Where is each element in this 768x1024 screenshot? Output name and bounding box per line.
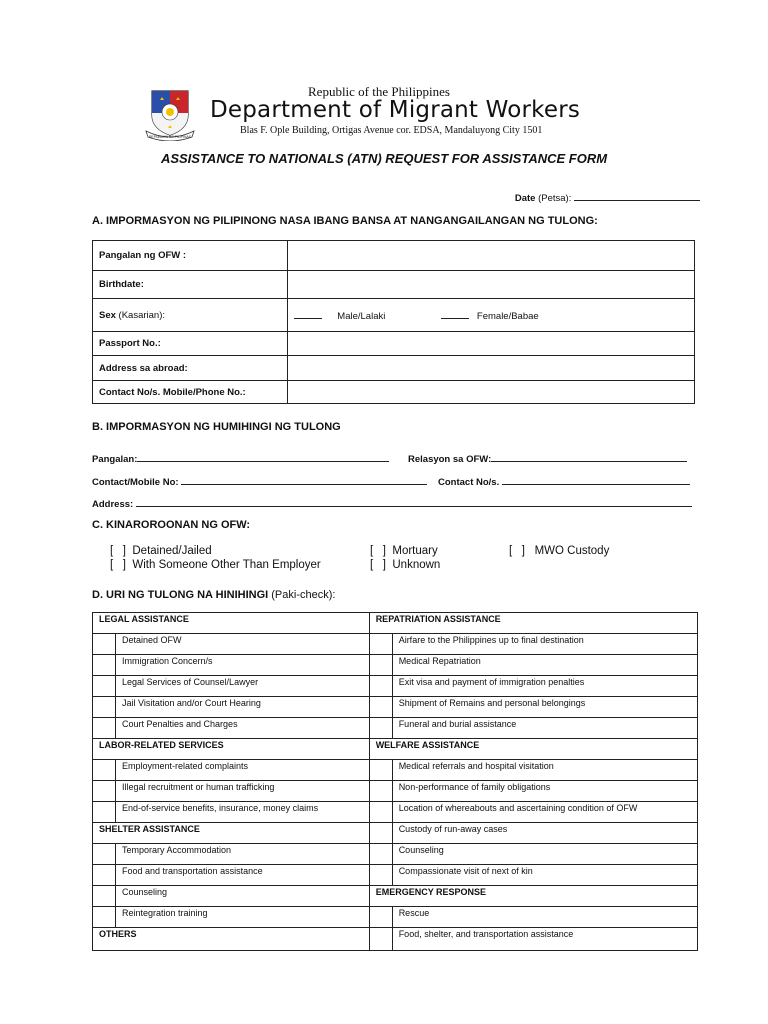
assistance-item: Employment-related complaints [116, 760, 370, 781]
checkbox-cell[interactable] [369, 676, 392, 697]
sex-label-text: Sex [99, 309, 116, 321]
ofw-info-table [92, 240, 695, 404]
checkbox-cell[interactable] [369, 697, 392, 718]
welfare-assistance-header: WELFARE ASSISTANCE [369, 739, 697, 760]
assistance-item: Non-performance of family obligations [392, 781, 697, 802]
assistance-item: Funeral and burial assistance [392, 718, 697, 739]
requester-address-field[interactable] [92, 497, 692, 510]
assistance-item: Airfare to the Philippines up to final destination [392, 634, 697, 655]
assistance-item: Legal Services of Counsel/Lawyer [116, 676, 370, 697]
assistance-item: Food and transportation assistance [116, 865, 370, 886]
checkbox-cell[interactable] [369, 844, 392, 865]
section-d-subtitle: (Paki-check): [271, 589, 336, 601]
checkbox-cell[interactable] [93, 886, 116, 907]
assistance-item: Exit visa and payment of immigration penalties [392, 676, 697, 697]
date-field[interactable] [515, 191, 700, 204]
female-option: Female/Babae [476, 310, 539, 322]
assistance-item: Detained OFW [116, 634, 370, 655]
location-option-detained[interactable]: [ ] Detained/Jailed [110, 545, 212, 557]
location-option-label: Unknown [392, 559, 441, 571]
requester-mobile-line [181, 475, 427, 485]
checkbox-cell[interactable] [369, 802, 392, 823]
assistance-item: Custody of run-away cases [392, 823, 697, 844]
male-option: Male/Lalaki [337, 310, 386, 322]
assistance-item: Counseling [116, 886, 370, 907]
assistance-item: Compassionate visit of next of kin [392, 865, 697, 886]
section-b-title: B. IMPORMASYON NG HUMIHINGI NG TULONG [92, 421, 341, 433]
contact-input[interactable] [288, 381, 695, 404]
location-option-label: Mortuary [392, 545, 438, 557]
checkbox-cell[interactable] [93, 907, 116, 928]
checkbox-cell[interactable] [93, 760, 116, 781]
legal-assistance-header: LEGAL ASSISTANCE [93, 613, 370, 634]
assistance-item: Rescue [392, 907, 697, 928]
checkbox-cell[interactable] [369, 760, 392, 781]
location-option-mwo-custody[interactable]: [ ] MWO Custody [509, 545, 610, 557]
requester-address-label: Address: [92, 499, 134, 510]
checkbox-cell[interactable] [369, 865, 392, 886]
department-address: Blas F. Ople Building, Ortigas Avenue cor. EDSA, Mandaluyong City 1501 [240, 125, 543, 136]
checkbox-cell[interactable] [369, 907, 392, 928]
address-abroad-label: Address sa abroad: [93, 356, 288, 381]
location-option-unknown[interactable]: [ ] Unknown [370, 559, 441, 571]
date-sublabel: (Petsa): [538, 193, 572, 204]
requester-name-label: Pangalan: [92, 454, 138, 465]
checkbox-cell[interactable] [369, 718, 392, 739]
location-option-label: Detained/Jailed [132, 545, 212, 557]
ofw-name-input[interactable] [288, 241, 695, 271]
repatriation-assistance-header: REPATRIATION ASSISTANCE [369, 613, 697, 634]
checkbox-cell[interactable] [93, 697, 116, 718]
assistance-type-table [92, 612, 698, 951]
assistance-item: Jail Visitation and/or Court Hearing [116, 697, 370, 718]
section-d-title-text: D. URI NG TULONG NA HINIHINGI [92, 589, 269, 601]
relation-label: Relasyon sa OFW: [408, 454, 492, 465]
seal-text: REPUBLIKA NG PILIPINAS [148, 135, 192, 139]
requester-contact-field[interactable] [438, 475, 690, 488]
assistance-item: Immigration Concern/s [116, 655, 370, 676]
birthdate-label: Birthdate: [93, 271, 288, 299]
checkbox-cell[interactable] [93, 676, 116, 697]
sex-sublabel: (Kasarian): [118, 309, 166, 321]
checkbox-cell[interactable] [93, 655, 116, 676]
republic-label: Republic of the Philippines [308, 84, 450, 99]
assistance-item: Location of whereabouts and ascertaining condition of OFW [392, 802, 697, 823]
date-line [574, 191, 700, 201]
passport-label: Passport No.: [93, 332, 288, 356]
sex-label [93, 299, 288, 332]
emergency-response-header: EMERGENCY RESPONSE [369, 886, 697, 907]
date-label: Date [514, 193, 536, 204]
requester-name-line [137, 452, 389, 462]
requester-contact-line [502, 475, 690, 485]
checkbox-cell[interactable] [93, 781, 116, 802]
checkbox-cell[interactable] [93, 844, 116, 865]
assistance-item: Counseling [392, 844, 697, 865]
checkbox-cell[interactable] [369, 823, 392, 844]
location-option-label: MWO Custody [534, 545, 610, 557]
contact-label: Contact No/s. Mobile/Phone No.: [93, 381, 288, 404]
assistance-item: Medical referrals and hospital visitation [392, 760, 697, 781]
others-header: OTHERS [93, 928, 370, 951]
female-check-line[interactable] [441, 309, 469, 319]
form-title: ASSISTANCE TO NATIONALS (ATN) REQUEST FOR ASSISTANCE FORM [160, 151, 608, 166]
department-name: Department of Migrant Workers [210, 97, 581, 123]
checkbox-cell[interactable] [93, 802, 116, 823]
assistance-item: Illegal recruitment or human trafficking [116, 781, 370, 802]
assistance-item: Shipment of Remains and personal belongings [392, 697, 697, 718]
checkbox-cell[interactable] [93, 718, 116, 739]
philippine-seal-logo [142, 85, 198, 141]
checkbox-cell[interactable] [369, 928, 392, 951]
requester-name-field[interactable] [92, 452, 389, 465]
relation-field[interactable] [408, 452, 687, 465]
checkbox-cell[interactable] [369, 634, 392, 655]
checkbox-cell[interactable] [93, 865, 116, 886]
assistance-item: Court Penalties and Charges [116, 718, 370, 739]
assistance-item: End-of-service benefits, insurance, money claims [116, 802, 370, 823]
location-option-mortuary[interactable]: [ ] Mortuary [370, 545, 438, 557]
male-check-line[interactable] [294, 309, 322, 319]
sex-options [288, 299, 695, 332]
requester-mobile-label: Contact/Mobile No: [92, 477, 179, 488]
assistance-item: Reintegration training [116, 907, 370, 928]
assistance-item: Temporary Accommodation [116, 844, 370, 865]
checkbox-cell[interactable] [369, 781, 392, 802]
ofw-name-label: Pangalan ng OFW : [93, 241, 288, 271]
assistance-item: Food, shelter, and transportation assistance [392, 928, 697, 951]
assistance-item: Medical Repatriation [392, 655, 697, 676]
location-option-other-employer[interactable]: [ ] With Someone Other Than Employer [110, 559, 321, 571]
section-a-title: A. IMPORMASYON NG PILIPINONG NASA IBANG BANSA AT NANGANGAILANGAN NG TULONG: [92, 215, 598, 227]
shelter-assistance-header: SHELTER ASSISTANCE [93, 823, 370, 844]
section-d-title [92, 589, 335, 601]
section-c-title: C. KINAROROONAN NG OFW: [92, 519, 251, 531]
requester-address-line [136, 497, 692, 507]
requester-mobile-field[interactable] [92, 475, 427, 488]
location-option-label: With Someone Other Than Employer [132, 559, 321, 571]
labor-services-header: LABOR-RELATED SERVICES [93, 739, 370, 760]
birthdate-input[interactable] [288, 271, 695, 299]
checkbox-cell[interactable] [369, 655, 392, 676]
address-abroad-input[interactable] [288, 356, 695, 381]
checkbox-cell[interactable] [93, 634, 116, 655]
passport-input[interactable] [288, 332, 695, 356]
requester-contact-label: Contact No/s. [438, 477, 500, 488]
relation-line [491, 452, 687, 462]
